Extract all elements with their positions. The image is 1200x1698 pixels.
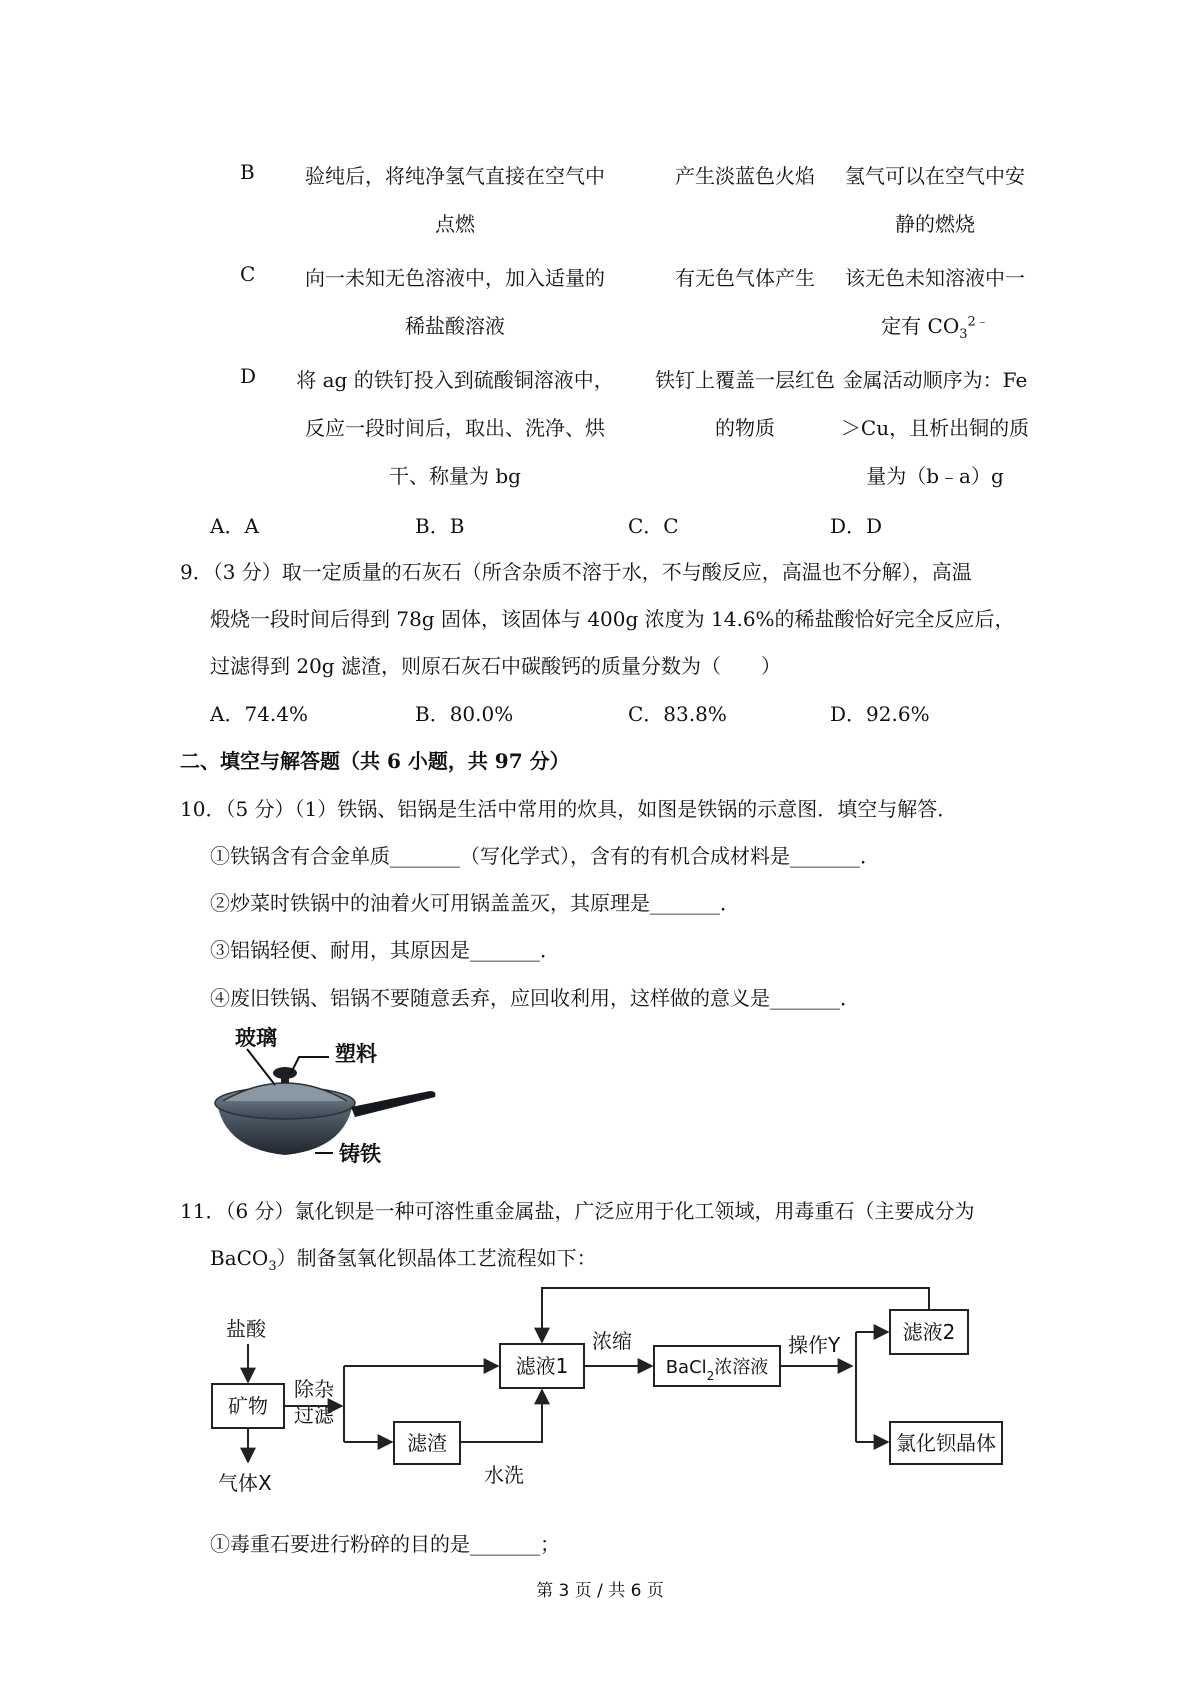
operation-cell: 点燃 <box>435 212 475 236</box>
conclusion-cell: ＞Cu，且析出铜的质 <box>840 416 1030 440</box>
option-d[interactable]: D．92.6% <box>830 702 930 726</box>
conclusion-cell: 金属活动顺序为：Fe <box>842 368 1028 392</box>
wok-figure <box>205 1025 445 1165</box>
phenomenon-cell: 产生淡蓝色火焰 <box>675 164 815 188</box>
sub-question: ②炒菜时铁锅中的油着火可用锅盖盖灭，其原理是_______． <box>210 891 740 915</box>
process-flowchart <box>200 1282 1050 1512</box>
conclusion-cell: 量为（b﹣a）g <box>866 464 1004 488</box>
section-title: 二、填空与解答题（共 6 小题，共 97 分） <box>180 749 570 773</box>
answer-blank[interactable]: _______ <box>390 844 460 868</box>
answer-blank[interactable]: _______ <box>770 986 840 1010</box>
gas-label: 气体X <box>218 1471 272 1495</box>
step1-bottom-label: 过滤 <box>294 1403 334 1427</box>
sub-question: ①毒重石要进行粉碎的目的是_______； <box>210 1532 560 1556</box>
sub-question: ①铁锅含有合金单质_______（写化学式），含有的有机合成材料是_______． <box>210 844 880 868</box>
conclusion-cell: 该无色未知溶液中一 <box>845 266 1025 290</box>
question-text: 9．（3 分）取一定质量的石灰石（所含杂质不溶于水，不与酸反应，高温也不分解），高温 <box>180 560 972 584</box>
question-text: BaCO$_3$）制备氢氧化钡晶体工艺流程如下： <box>210 1246 597 1274</box>
glass-leader-line <box>247 1049 275 1085</box>
mineral-label: 矿物 <box>228 1394 268 1418</box>
row-label: C <box>240 262 256 286</box>
operation-cell: 反应一段时间后，取出、洗净、烘 <box>305 416 605 440</box>
phenomenon-cell: 有无色气体产生 <box>675 266 815 290</box>
filtrate1-label: 滤液1 <box>515 1354 569 1378</box>
operation-cell: 将 ag 的铁钉投入到硫酸铜溶液中， <box>296 368 614 392</box>
option-c[interactable]: C．83.8% <box>628 702 727 726</box>
option-b[interactable]: B．B <box>415 514 465 538</box>
page-footer: 第 3 页 / 共 6 页 <box>536 1581 664 1601</box>
operation-label: 操作Y <box>788 1333 841 1357</box>
row-label: B <box>240 160 255 184</box>
conclusion-cell: 静的燃烧 <box>895 212 975 236</box>
question-text: 煅烧一段时间后得到 78g 固体，该固体与 400g 浓度为 14.6%的稀盐酸恰好完全反应后， <box>210 607 1015 631</box>
wok-handle-shape <box>351 1091 435 1117</box>
crystal-label: 氯化钡晶体 <box>896 1431 996 1455</box>
lid-dome-shape <box>223 1083 347 1101</box>
bacl2-label: BaCl$_2$浓溶液 <box>665 1357 769 1383</box>
filtrate2-label: 滤液2 <box>902 1320 956 1344</box>
question-text: 10．（5 分）（1）铁锅、铝锅是生活中常用的炊具，如图是铁锅的示意图．填空与解答． <box>180 797 958 821</box>
answer-blank[interactable]: _______ <box>470 1532 540 1556</box>
operation-cell: 干、称量为 bg <box>389 464 521 488</box>
question-text: 过滤得到 20g 滤渣，则原石灰石中碳酸钙的质量分数为（ ） <box>210 654 781 678</box>
acid-label: 盐酸 <box>226 1317 266 1341</box>
option-a[interactable]: A．74.4% <box>210 702 308 726</box>
option-c[interactable]: C．C <box>628 514 679 538</box>
step1-top-label: 除杂 <box>294 1377 334 1401</box>
phenomenon-cell: 铁钉上覆盖一层红色 <box>655 368 835 392</box>
concentrate-label: 浓缩 <box>592 1329 632 1353</box>
wash-arrow <box>460 1390 542 1442</box>
operation-cell: 验纯后，将纯净氢气直接在空气中 <box>305 164 605 188</box>
answer-blank[interactable]: _______ <box>470 938 540 962</box>
row-label: D <box>240 364 257 388</box>
option-d[interactable]: D．D <box>830 514 883 538</box>
conclusion-cell: 定有 $CO_3^{2﹣}$ <box>881 314 989 342</box>
question-text: 11．（6 分）氯化钡是一种可溶性重金属盐，广泛应用于化工领域，用毒重石（主要成分为 <box>180 1199 975 1223</box>
operation-cell: 稀盐酸溶液 <box>405 314 505 338</box>
plastic-leader-line <box>291 1057 329 1073</box>
wash-label: 水洗 <box>484 1463 524 1487</box>
sub-question: ③铝锅轻便、耐用，其原因是_______． <box>210 938 560 962</box>
phenomenon-cell: 的物质 <box>715 416 775 440</box>
lid-knob-stem <box>281 1075 289 1083</box>
conclusion-cell: 氢气可以在空气中安 <box>845 164 1025 188</box>
glass-label: 玻璃 <box>235 1026 277 1050</box>
option-b[interactable]: B．80.0% <box>415 702 514 726</box>
operation-cell: 向一未知无色溶液中，加入适量的 <box>305 266 605 290</box>
answer-blank[interactable]: _______ <box>650 891 720 915</box>
sub-question: ④废旧铁锅、铝锅不要随意丢弃，应回收利用，这样做的意义是_______． <box>210 986 860 1010</box>
residue-label: 滤渣 <box>407 1431 447 1455</box>
plastic-label: 塑料 <box>335 1042 377 1066</box>
iron-label: 铸铁 <box>339 1142 381 1165</box>
answer-blank[interactable]: _______ <box>790 844 860 868</box>
option-a[interactable]: A．A <box>210 514 259 538</box>
